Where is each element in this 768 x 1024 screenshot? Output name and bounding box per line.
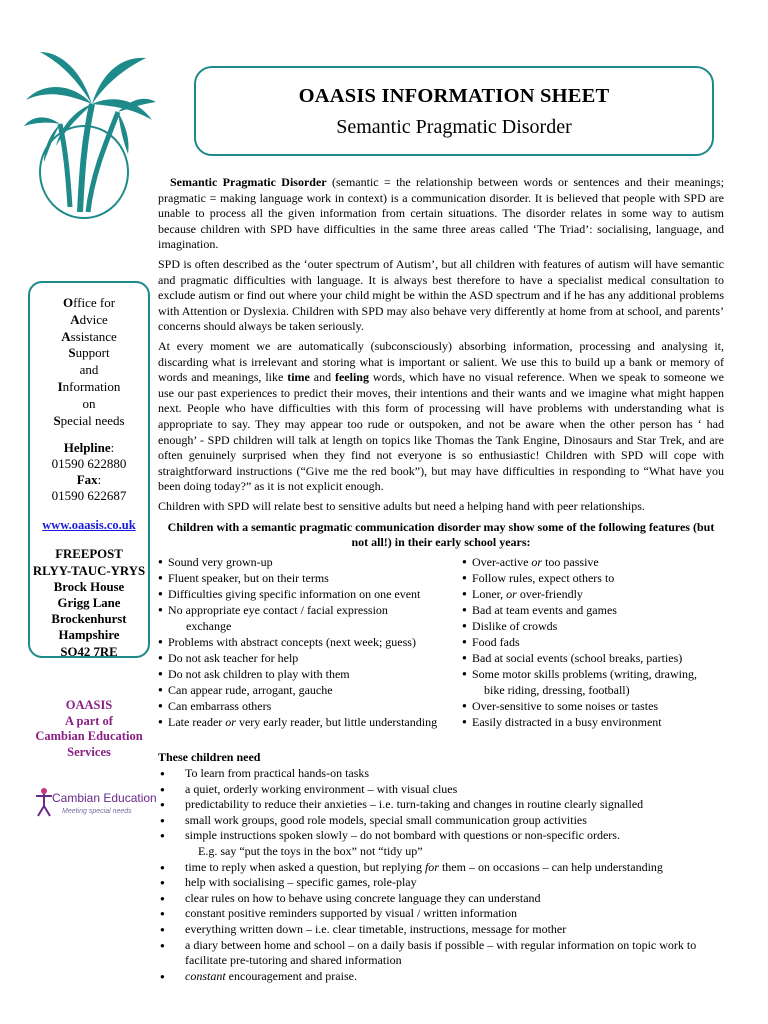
list-item: ● Loner, or over-friendly xyxy=(462,586,724,602)
fax-label: Fax xyxy=(76,472,98,488)
needs-list xyxy=(158,766,724,984)
list-item-example: E.g. say “put the toys in the box” not “tidy up” xyxy=(198,844,423,859)
list-item: ● simple instructions spoken slowly – do not bombard with questions or non-specific orders. xyxy=(158,828,724,844)
list-item: ● time to reply when asked a question, but replying for them – on occasions – can help understanding xyxy=(158,860,724,876)
list-item: ● To learn from practical hands-on tasks xyxy=(158,766,724,782)
address-line: RLYY-TAUC-YRYS xyxy=(32,563,146,578)
website-link[interactable]: www.oaasis.co.uk xyxy=(42,518,136,533)
list-item: ● Do not ask teacher for help xyxy=(158,650,462,666)
acronym-list xyxy=(30,295,148,429)
page-subtitle: Semantic Pragmatic Disorder xyxy=(336,116,572,138)
list-item: ● Late reader or very early reader, but little understanding xyxy=(158,714,462,730)
list-item: ● Over-sensitive to some noises or tastes xyxy=(462,698,724,714)
address-line: SO42 7RE xyxy=(60,644,118,659)
list-item: ● Can embarrass others xyxy=(158,698,462,714)
cambian-logo-text: Cambian Education xyxy=(52,791,157,805)
acronym-line: Information xyxy=(57,378,121,394)
sidebar-contact-box xyxy=(28,281,150,658)
address-line: Grigg Lane xyxy=(57,595,121,610)
list-item: ● Problems with abstract concepts (next week; guess) xyxy=(158,634,462,650)
helpline-number: 01590 622880 xyxy=(51,456,127,472)
list-item: ● a quiet, orderly working environment – with visual clues xyxy=(158,782,724,798)
features-list-right xyxy=(462,554,724,730)
list-item: ● Follow rules, expect others to xyxy=(462,570,724,586)
list-item: ● constant encouragement and praise. xyxy=(158,969,724,985)
acronym-line: Advice xyxy=(70,311,108,327)
needs-heading: These children need xyxy=(158,750,261,765)
address-line: Brockenhurst xyxy=(51,612,127,627)
features-columns xyxy=(158,554,724,730)
title-box xyxy=(194,66,714,156)
list-item: ● No appropriate eye contact / facial expression exchange xyxy=(158,602,462,634)
helpline-label: Helpline xyxy=(63,440,111,456)
list-item: ● Bad at team events and games xyxy=(462,602,724,618)
spectrum-paragraph: SPD is often described as the ‘outer spectrum of Autism’, but all children with features of autism will have semantic and pragmatic difficulties with language. It is always best therefore to have a specialist medical consultation to exclude autism or find out where your child might be within the ASD spectrum and if he has any additional problems with Attention or Dyslexia. Children with SPD may also behave very differently at home from at school, and parents’ concerns should always be taken seriously. xyxy=(158,256,724,334)
list-item: ● Difficulties giving specific information on one event xyxy=(158,586,462,602)
list-item: ● Fluent speaker, but on their terms xyxy=(158,570,462,586)
intro-paragraph: Semantic Pragmatic Disorder (semantic = the relationship between words or sentences and their meanings; pragmatic = making language work in context) is a communication disorder. It is believed that people with SPD are unable to process all the given information from certain situations. The disorder relates in some way to autism because children with SPD have difficulties in the same three areas called ‘The Triad’: socialising, language, and imagination. xyxy=(158,175,724,252)
list-item: ● Food fads xyxy=(462,634,724,650)
address-line: FREEPOST xyxy=(55,547,123,562)
list-item: ● everything written down – i.e. clear timetable, instructions, message for mother xyxy=(158,922,724,938)
features-heading: Children with a semantic pragmatic communication disorder may show some of the following features (but not all!) in their early school years: xyxy=(167,520,715,550)
acronym-line: Assistance xyxy=(61,328,117,344)
list-item: ● small work groups, good role models, special small communication group activities xyxy=(158,813,724,829)
list-item: ● clear rules on how to behave using concrete language they can understand xyxy=(158,891,724,907)
acronym-line: Office for xyxy=(62,295,116,310)
acronym-line: Support xyxy=(68,345,110,361)
acronym-line: on xyxy=(82,395,96,411)
list-item: ● constant positive reminders supported by visual / written information xyxy=(158,906,724,922)
list-item: ● predictability to reduce their anxieties – i.e. turn-taking and changes in routine clearly signalled xyxy=(158,797,724,813)
relationships-paragraph: Children with SPD will relate best to sensitive adults but need a helping hand with peer relationships. xyxy=(158,498,645,513)
org-affiliation: OAASIS A part of Cambian Education Services xyxy=(35,698,143,759)
list-item: ● Over-active or too passive xyxy=(462,554,724,570)
processing-paragraph: At every moment we are automatically (subconsciously) absorbing information, processing and analysing it, discarding what is irrelevant and storing what is important or salient. We use this to build up a bank or memory of words and meanings, like time and feeling words, which have no visual reference. When we speak to someone we use our past experiences to predict their moves, their intentions and their wants and we imagine what might happen next. People who have difficulties with this form of processing will have problems with understanding what is appropriate to say. They may appear too rude or outspoken, and not be aware when the other person has ‘ had enough’ - SPD children will talk at length on topics like Thomas the Tank Engine, Dinosaurs and Star Trek, and are often genuinely surprised when they find not everyone is so enthusiastic! Children with SPD will cope with straightforward instructions (“Give me the red book”), but may have difficulties in responding to “What have you been doing today?” as it is not explicit enough. xyxy=(158,338,724,494)
list-item: ● Dislike of crowds xyxy=(462,618,724,634)
main-content xyxy=(158,175,724,984)
features-list-left xyxy=(158,554,462,730)
fax-number: 01590 622687 xyxy=(51,488,127,504)
list-item: ● Some motor skills problems (writing, drawing, bike riding, dressing, football) xyxy=(462,666,724,698)
page-title: OAASIS INFORMATION SHEET xyxy=(298,85,610,107)
list-item: ● Bad at social events (school breaks, parties) xyxy=(462,650,724,666)
list-item: ● Sound very grown-up xyxy=(158,554,462,570)
list-item: ● Can appear rude, arrogant, gauche xyxy=(158,682,462,698)
list-item: ● Do not ask children to play with them xyxy=(158,666,462,682)
address-line: Brock House xyxy=(53,579,125,594)
acronym-line: and xyxy=(79,362,99,378)
acronym-line: Special needs xyxy=(53,412,125,428)
list-item: ● Easily distracted in a busy environment xyxy=(462,714,724,730)
contact-numbers: Helpline: 01590 622880 Fax: 01590 622687 xyxy=(30,440,148,504)
cambian-tagline: Meeting special needs xyxy=(62,808,132,815)
list-item: ● help with socialising – specific games, role-play xyxy=(158,875,724,891)
address-line: Hampshire xyxy=(58,628,120,643)
postal-address xyxy=(30,546,148,659)
palm-tree-logo xyxy=(22,42,158,220)
list-item: ● a diary between home and school – on a daily basis if possible – with regular information on topic work to facilitate pre-tutoring and shared information xyxy=(158,938,724,969)
